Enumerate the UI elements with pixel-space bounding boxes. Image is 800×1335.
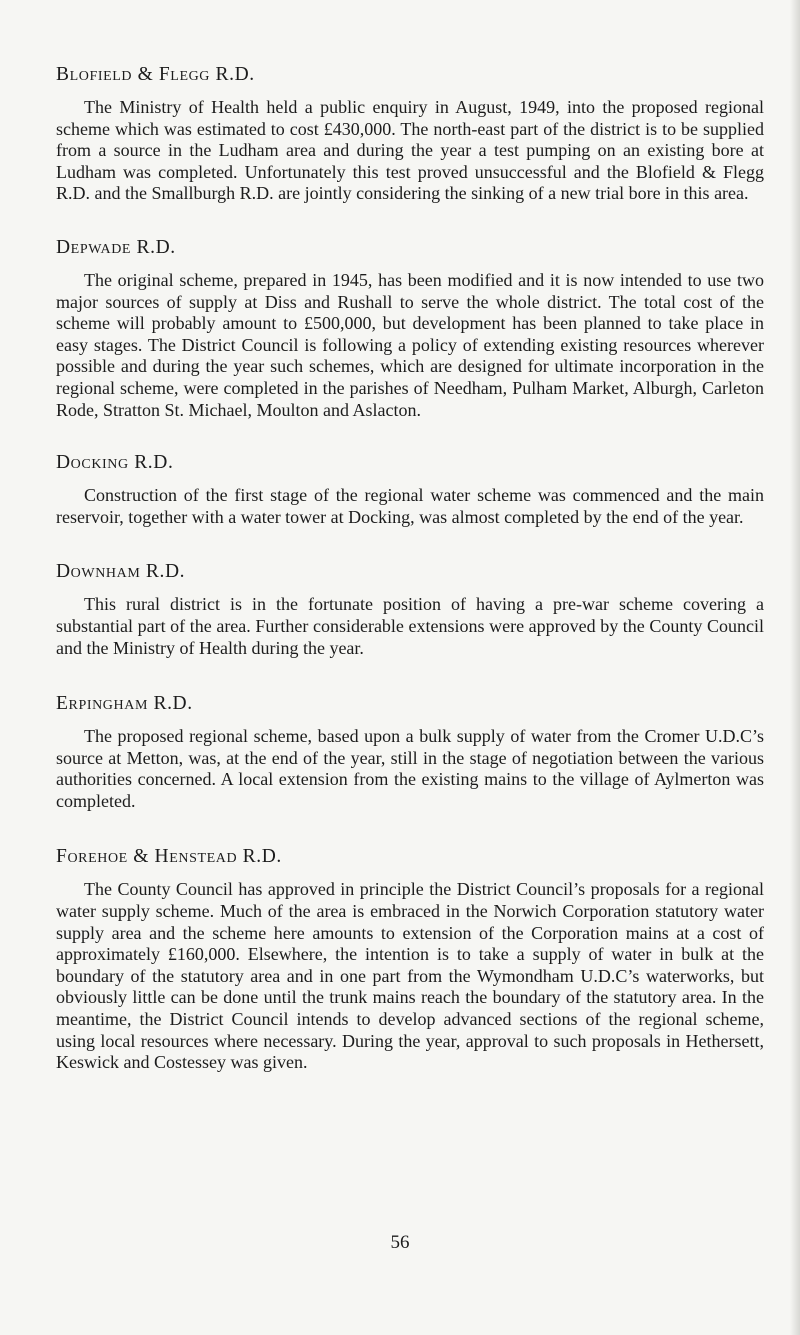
section-heading: Blofield & Flegg R.D. bbox=[56, 64, 255, 85]
section-forehoe-henstead bbox=[56, 845, 764, 1073]
section-heading: Docking R.D. bbox=[56, 452, 174, 474]
section-paragraph: Construction of the first stage of the regional water scheme was commenced and the main reservoir, together with a water tower at Docking, was almost completed by the end of the year. bbox=[56, 485, 764, 527]
section-paragraph: The proposed regional scheme, based upon a bulk supply of water from the Cromer U.D.C’s source at Metton, was, at the end of the year, still in the stage of negotiation between the various authorities concerned. A local extension from the existing mains to the village of Aylmerton was completed. bbox=[56, 726, 764, 811]
page-edge-shadow bbox=[790, 0, 800, 1335]
section-paragraph: The Ministry of Health held a public enquiry in August, 1949, into the proposed regional scheme which was estimated to cost £430,000. The north-east part of the district is to be supplied from a source in the Ludham area and during the year a test pumping on an existing bore at Ludham was completed. Unfortunately this test proved unsuccessful and the Blofield & Flegg R.D. and the Smallburgh R.D. are jointly considering the sinking of a new trial bore in this area. bbox=[56, 97, 764, 204]
section-docking bbox=[56, 451, 764, 528]
section-paragraph: This rural district is in the fortunate position of having a pre-war scheme covering a substantial part of the area. Further considerable extensions were approved by the County Council and the Ministry of Health during the year. bbox=[56, 594, 764, 658]
section-heading: Forehoe & Henstead R.D. bbox=[56, 846, 282, 868]
section-erpingham bbox=[56, 692, 764, 812]
section-depwade bbox=[56, 236, 764, 421]
section-downham bbox=[56, 560, 764, 659]
section-heading: Depwade R.D. bbox=[56, 236, 176, 258]
page-number: 56 bbox=[390, 1232, 410, 1253]
section-paragraph: The original scheme, prepared in 1945, has been modified and it is now intended to use two major sources of supply at Diss and Rushall to serve the whole district. The total cost of the scheme will probably amount to £500,000, but development has been planned to take place in easy stages. The District Council is following a policy of extending existing resources wherever possible and during the year such schemes, which are designed for ultimate incorporation in the regional scheme, were completed in the parishes of Needham, Pulham Market, Alburgh, Carleton Rode, Stratton St. Michael, Moulton and Aslacton. bbox=[56, 269, 764, 420]
section-heading: Erpingham R.D. bbox=[56, 693, 193, 715]
section-paragraph: The County Council has approved in principle the District Council’s proposals for a regional water supply scheme. Much of the area is embraced in the Norwich Corporation statutory water supply area and the scheme here amounts to extension of the Corporation mains at a cost of approximately £160,000. Elsewhere, the intention is to take a supply of water in bulk at the boundary of the statutory area and in one part from the Wymondham U.D.C’s waterworks, but obviously little can be done until the trunk mains reach the boundary of the statutory area. In the meantime, the District Council intends to develop advanced sections of the regional scheme, using local resources where necessary. During the year, approval to such proposals in Hethersett, Keswick and Costessey was given. bbox=[56, 879, 764, 1073]
section-blofield-flegg bbox=[56, 63, 764, 205]
section-heading: Downham R.D. bbox=[56, 561, 186, 583]
document-page bbox=[56, 63, 764, 1074]
